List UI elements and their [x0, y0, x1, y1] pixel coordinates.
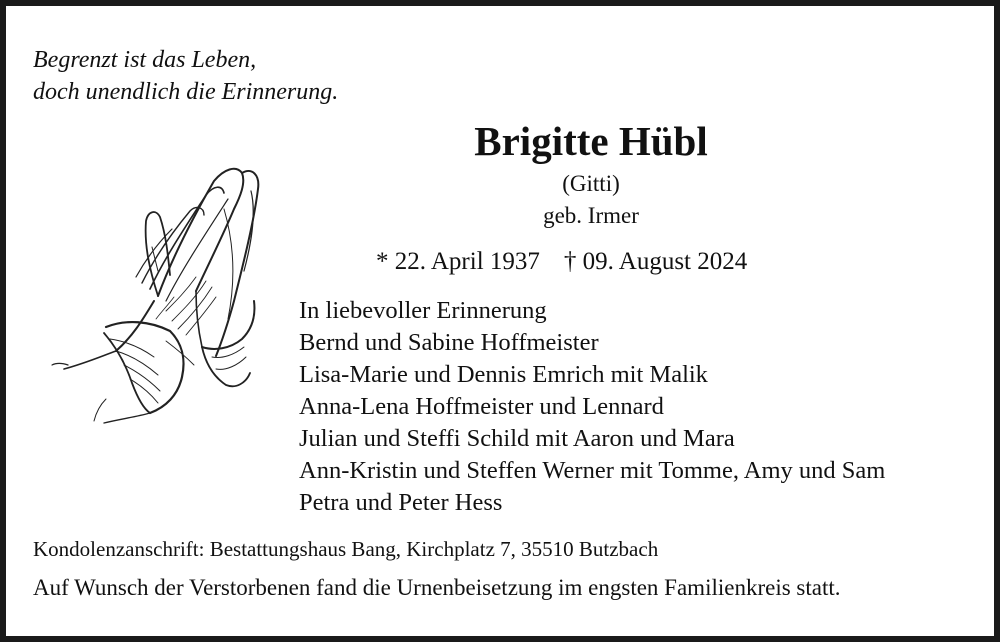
mourner-line: Ann-Kristin und Steffen Werner mit Tomme, Amy und Sam	[299, 457, 886, 484]
mourners-list	[299, 295, 885, 519]
life-dates	[376, 246, 747, 278]
deceased-nickname: (Gitti)	[562, 171, 620, 196]
mourner-line: Anna-Lena Hoffmeister und Lennard	[299, 393, 664, 420]
condolence-address: Kondolenzanschrift: Bestattungshaus Bang, Kirchplatz 7, 35510 Butzbach	[33, 537, 659, 561]
motto	[33, 44, 338, 108]
deceased-name: Brigitte Hübl	[474, 118, 708, 164]
death-date: † 09. August 2024	[563, 248, 748, 275]
praying-hands-icon	[46, 151, 276, 431]
mourner-line: Bernd und Sabine Hoffmeister	[299, 329, 599, 356]
deceased-maiden-name: geb. Irmer	[543, 203, 639, 228]
mourner-line: Julian und Steffi Schild mit Aaron und Mara	[299, 425, 735, 452]
mourner-line: Lisa-Marie und Dennis Emrich mit Malik	[299, 361, 708, 388]
burial-notice: Auf Wunsch der Verstorbenen fand die Urnenbeisetzung im engsten Familienkreis statt.	[33, 575, 841, 600]
motto-line-2: doch unendlich die Erinnerung.	[33, 79, 339, 105]
motto-line-1: Begrenzt ist das Leben,	[33, 47, 257, 73]
birth-date: * 22. April 1937	[376, 248, 540, 275]
mourner-line: Petra und Peter Hess	[299, 489, 503, 516]
mourners-intro: In liebevoller Erinnerung	[299, 297, 547, 324]
